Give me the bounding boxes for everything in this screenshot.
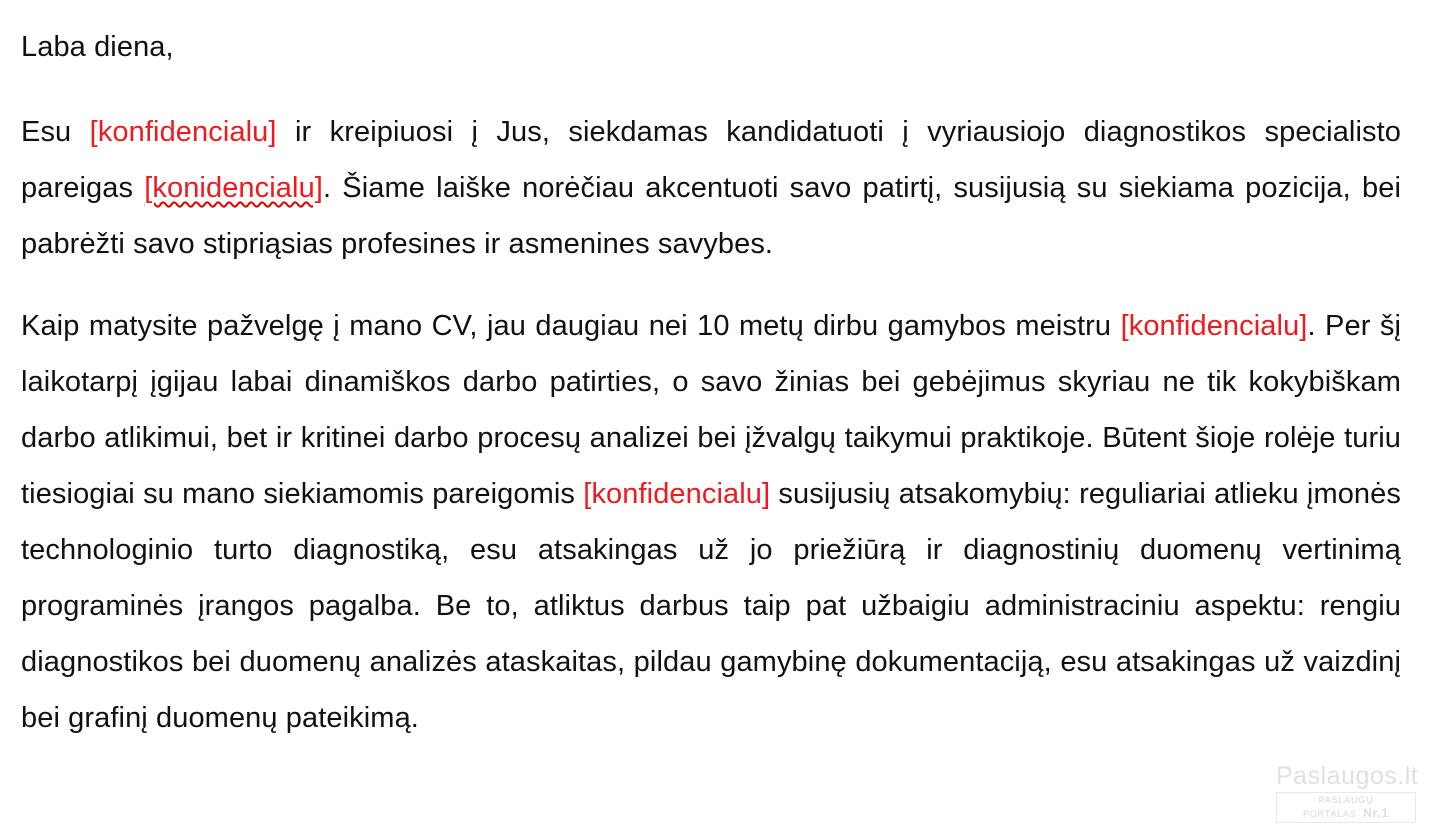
text-segment: . Šiame laiške norėčiau akcentuoti savo patirtį, susijusią su siekiama pozicija, bei pabrėžti savo stipriąsias profesines ir asmenines savybes. xyxy=(21,172,1401,260)
text-segment: Kaip matysite pažvelgę į mano CV, jau daugiau nei 10 metų dirbu gamybos meistru xyxy=(21,310,1121,342)
letter-greeting: Laba diena, xyxy=(21,31,174,63)
paslaugos-watermark-logo xyxy=(1276,762,1419,820)
redacted-placeholder: [konfidencialu] xyxy=(583,478,771,510)
redacted-placeholder: [konfidencialu] xyxy=(1120,310,1308,342)
letter-body xyxy=(21,26,1401,746)
paragraph-experience xyxy=(21,298,1401,746)
watermark-rank: Nr.1 xyxy=(1363,806,1390,820)
text-segment: susijusių atsakomybių: reguliariai atlieku įmonės technologinio turto diagnostiką, esu atsakingas už jo priežiūrą ir diagnostinių duomenų vertinimą programinės įrangos pagalba. Be to, atliktus darbus taip pat užbaigiu administraciniu aspektu: rengiu diagnostikos bei duomenų analizės ataskaitas, pildau gamybinę dokumentaciją, esu atsakingas už vaizdinį bei grafinį duomenų pateikimą. xyxy=(21,478,1401,734)
redacted-placeholder-misspelled: [konidencialu] xyxy=(144,172,323,204)
text-segment: Esu xyxy=(21,116,90,148)
watermark-subtitle xyxy=(1276,792,1416,823)
redacted-placeholder: [konfidencialu] xyxy=(89,116,277,148)
text-segment: ir kreipiuosi į Jus, siekdamas kandidatuoti į vyriausiojo diagnostikos specialisto pareigas xyxy=(21,116,1401,204)
watermark-subtitle-text: PASLAUGŲ PORTALAS xyxy=(1302,795,1374,819)
watermark-brand: Paslaugos.lt xyxy=(1276,762,1419,790)
text-segment: . Per šį laikotarpį įgijau labai dinamiškos darbo patirties, o savo žinias bei gebėjimus skyriau ne tik kokybiškam darbo atlikimui, bet ir kritinei darbo procesų analizei bei įžvalgų taikymui praktikoje. Būtent šioje rolėje turiu tiesiogiai su mano siekiamomis pareigomis xyxy=(21,310,1401,510)
paragraph-intro xyxy=(21,104,1401,272)
